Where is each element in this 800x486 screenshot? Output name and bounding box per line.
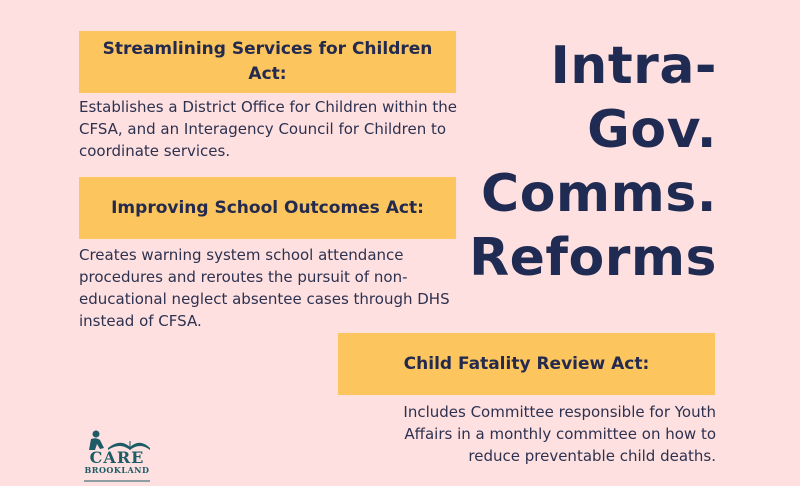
heading-text: Streamlining Services for Children Act: xyxy=(102,39,433,84)
title-line: Reforms xyxy=(469,228,717,288)
section-description-streamlining-services: Establishes a District Office for Children within the CFSA, and an Interagency Council for Children to coordinate services. xyxy=(79,98,457,160)
section-description-child-fatality-review: Includes Committee responsible for Youth Affairs in a monthly committee on how to reduce preventable child deaths. xyxy=(403,403,716,465)
heading-text: Improving School Outcomes Act: xyxy=(111,197,424,218)
logo-line-brookland: BROOKLAND xyxy=(84,465,150,475)
logo-line-care: CARE xyxy=(89,448,145,467)
title-line: Intra- xyxy=(550,36,717,96)
care-brookland-logo xyxy=(82,430,152,482)
heading-text: Child Fatality Review Act: xyxy=(403,353,650,374)
section-description-school-outcomes: Creates warning system school attendance procedures and reroutes the pursuit of non-educational neglect absentee cases through DHS instead of CFSA. xyxy=(79,246,450,330)
title-line: Gov. xyxy=(587,100,717,160)
page-title xyxy=(397,34,717,290)
title-line: Comms. xyxy=(481,164,717,224)
logo-text xyxy=(84,450,150,475)
section-heading-child-fatality-review xyxy=(338,333,715,395)
